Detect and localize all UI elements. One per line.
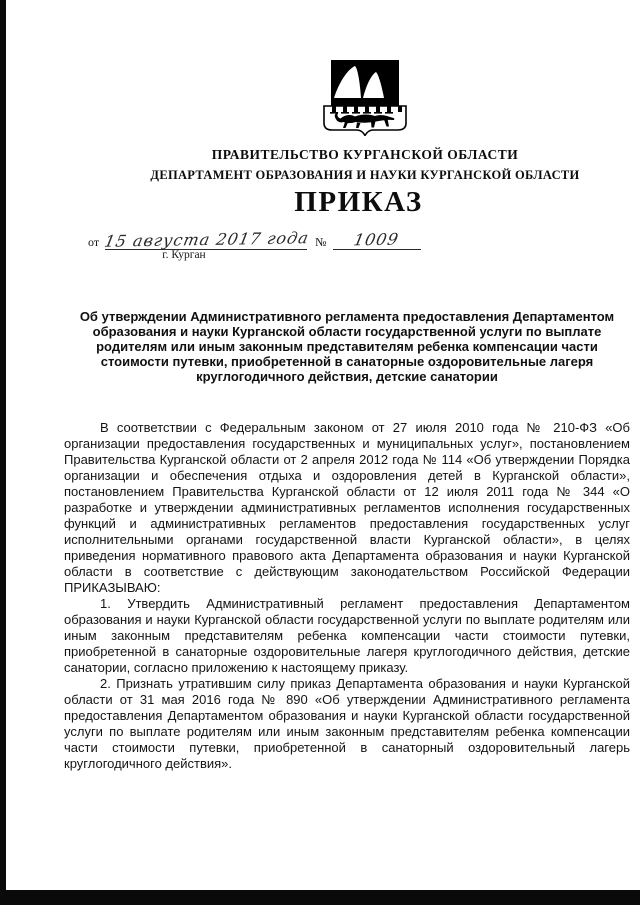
document-type-heading: ПРИКАЗ: [294, 186, 423, 218]
scan-edge-left: [0, 0, 6, 905]
handwritten-date: 15 августа 2017 года: [102, 228, 311, 251]
number-blank: [333, 229, 421, 250]
from-label: от: [88, 235, 100, 249]
body-paragraph-item-2: 2. Признать утратившим силу приказ Департамента образования и науки Курганской области от 31 мая 2016 года № 890 «Об утверждении Административного регламента предоставления Департаментом образования и науки Курганской области государственной услуги по выплате родителям или иным законным представителям ребенка компенсации части стоимости путевки, приобретенной в санаторный оздоровительный лагерь круглогодичного действия».: [64, 676, 630, 771]
body-paragraph-item-1: 1. Утвердить Административный регламент предоставления Департаментом образования и науки Курганской области государственной услуги по выплате родителям или иным законным представителям ребенка компенсации части стоимости путевки, приобретенной в санаторные оздоровительные лагеря круглогодичного действия, детские санатории, согласно приложению к настоящему приказу.: [64, 596, 630, 675]
order-body: [64, 420, 630, 772]
order-title: Об утверждении Административного регламента предоставления Департаментом образования и науки Курганской области государственной услуги по выплате родителям или иным законным представителям ребенка компенсации части стоимости путевки, приобретенной в санаторные оздоровительные лагеря круглогодичного действия, детские санатории: [79, 309, 615, 384]
city-label: г. Курган: [162, 249, 206, 261]
body-paragraph-preamble: В соответствии с Федеральным законом от 27 июля 2010 года № 210-ФЗ «Об организации предоставления государственных и муниципальных услуг», постановлением Правительства Курганской области от 2 апреля 2012 года № 114 «Об утверждении Порядка организации и обеспечения отдыха и оздоровления детей в Курганской области», постановлением Правительства Курганской области от 12 июля 2011 года № 344 «О разработке и утверждении административных регламентов исполнения государственных функций и административных регламентов предоставления государственных услуг исполнительными органами государственной власти Курганской области», в целях приведения нормативного правового акта Департамента образования и науки Курганской области в соответствие с действующим законодательством Российской Федерации ПРИКАЗЫВАЮ:: [64, 420, 630, 595]
handwritten-number: 1009: [352, 229, 401, 250]
kurgan-coat-of-arms-icon: [322, 60, 408, 136]
org-name-department: ДЕПАРТАМЕНТ ОБРАЗОВАНИЯ И НАУКИ КУРГАНСКОЙ ОБЛАСТИ: [150, 168, 580, 182]
date-blank: [102, 228, 311, 251]
org-name-government: ПРАВИТЕЛЬСТВО КУРГАНСКОЙ ОБЛАСТИ: [211, 147, 519, 162]
coat-of-arms-graphic: [322, 60, 408, 136]
date-number-line: [88, 228, 421, 250]
number-sign-label: №: [315, 235, 327, 249]
scan-edge-bottom: [0, 890, 640, 905]
